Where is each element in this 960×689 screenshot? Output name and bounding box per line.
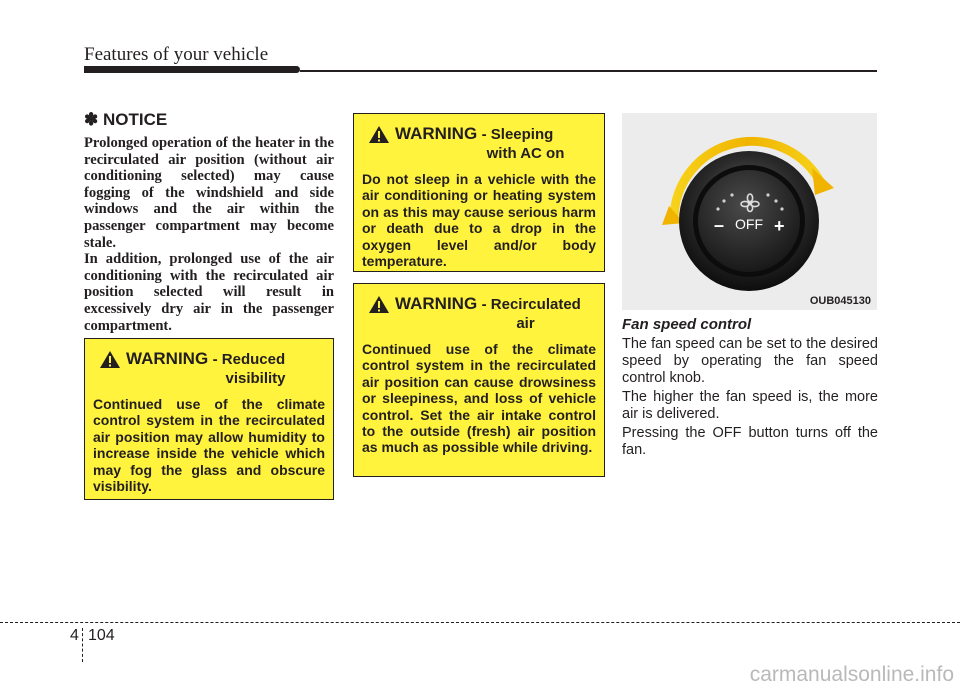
notice-paragraph-2: In addition, prolonged use of the air conditioning with the recirculated air position selected will result in excessively dry air in the passenger compartment.: [84, 251, 334, 334]
warning-heading: [362, 294, 596, 333]
figure-code: OUB045130: [809, 295, 871, 307]
fan-speed-paragraph-3: Pressing the OFF button turns off the fan.: [622, 425, 878, 458]
knob-minus: –: [714, 215, 725, 235]
notice-section: [84, 110, 334, 334]
watermark: carmanualsonline.info: [749, 663, 954, 686]
warning-subtitle-line1: - Recirculated: [481, 296, 581, 313]
notice-symbol-icon: ✽: [84, 110, 99, 129]
page-chapter: 4: [70, 627, 79, 644]
warning-subtitle-line2: visibility: [225, 370, 286, 387]
warning-subtitle-line1: - Sleeping: [481, 126, 554, 143]
warning-heading: [93, 349, 325, 388]
rotation-arrow-right-head: [812, 168, 834, 195]
warning-body: Do not sleep in a vehicle with the air conditioning or heating system on as this may cause serious harm or death due to a drop in the oxygen level and/or body temperature.: [362, 171, 596, 270]
warning-body: Continued use of the climate control system in the recirculated air position can cause drowsiness or sleepiness, and loss of vehicle control. Set the air intake control to the outside (fresh) air position as much as possible while driving.: [362, 341, 596, 456]
header-bar: [84, 66, 300, 73]
header-line: [300, 70, 877, 72]
fan-speed-paragraph-2: The higher the fan speed is, the more air is delivered.: [622, 389, 878, 422]
warning-box-reduced-visibility: [84, 338, 334, 500]
warning-subtitle-line2: air: [516, 315, 535, 332]
fan-knob-figure: [622, 113, 877, 310]
notice-title-text: NOTICE: [102, 110, 168, 129]
warning-label: WARNING: [395, 124, 478, 143]
warning-heading: [362, 124, 596, 163]
warning-subtitle-line1: - Reduced: [212, 351, 286, 368]
warning-label: WARNING: [126, 349, 209, 368]
footer-divider: [82, 628, 83, 662]
fan-speed-title: Fan speed control: [622, 316, 752, 333]
fan-knob-illustration: [622, 113, 877, 310]
warning-body: Continued use of the climate control system in the recirculated air position may allow humidity to increase inside the vehicle which may fog the glass and obscure visibility.: [93, 396, 325, 495]
page-number: 104: [88, 627, 115, 644]
warning-label: WARNING: [395, 294, 478, 313]
footer-line: [0, 622, 960, 623]
warning-box-recirculated-air: [353, 283, 605, 477]
knob-plus: +: [774, 216, 785, 236]
fan-speed-paragraph-1: The fan speed can be set to the desired speed by operating the fan speed control knob.: [622, 336, 878, 386]
notice-title: [84, 110, 334, 130]
warning-triangle-icon: [368, 295, 390, 314]
warning-triangle-icon: [368, 125, 390, 144]
warning-triangle-icon: [99, 350, 121, 369]
header-title: Features of your vehicle: [84, 44, 269, 65]
warning-box-sleeping-ac: [353, 113, 605, 272]
warning-subtitle-line2: with AC on: [486, 145, 565, 162]
knob-off-label: OFF: [735, 216, 763, 232]
notice-paragraph-1: Prolonged operation of the heater in the recirculated air position (without air conditioning selected) may cause fogging of the windshield and side windows and the air within the passenger compartment may become stale.: [84, 135, 334, 251]
